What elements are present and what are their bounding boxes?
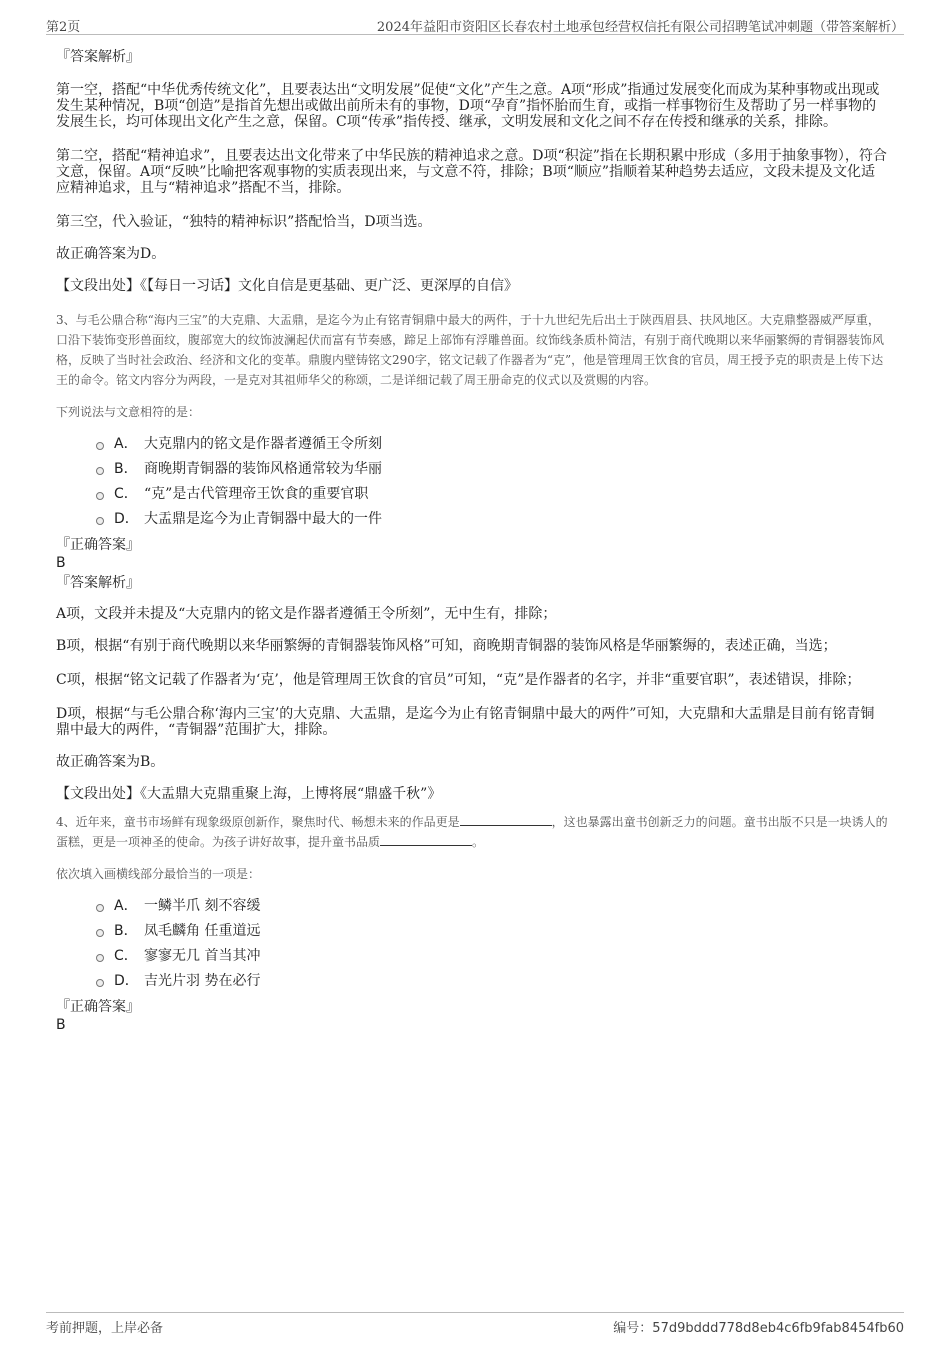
radio-icon[interactable]	[96, 979, 104, 987]
passage-part: 。	[472, 835, 485, 849]
options-list	[56, 432, 888, 532]
radio-icon[interactable]	[96, 467, 104, 475]
answer-value: B	[56, 1017, 66, 1033]
radio-icon[interactable]	[96, 904, 104, 912]
answer-value: B	[56, 555, 66, 571]
radio-icon[interactable]	[96, 517, 104, 525]
source-citation: 【文段出处】《【每日一习话】文化自信是更基础、更广泛、更深厚的自信》	[56, 278, 518, 294]
option-text: 大克鼎内的铭文是作器者遵循王令所刻	[144, 436, 382, 452]
option-b[interactable]	[96, 919, 888, 944]
answer-label: 『正确答案』	[56, 999, 140, 1015]
conclusion: 故正确答案为D。	[56, 246, 166, 262]
analysis-item: A项，文段并未提及“大克鼎内的铭文是作器者遵循王令所刻”，无中生有，排除；	[56, 606, 557, 622]
question-prompt: 下列说法与文意相符的是：	[56, 405, 201, 419]
passage-part: 4、近年来，童书市场鲜有现象级原创新作，聚焦时代、畅想未来的作品更是	[56, 815, 460, 829]
option-a[interactable]	[96, 432, 888, 457]
passage-part: ，这也暴露出童书创新乏力的问题。童书出版不只是一块诱人的蛋糕，更是一项神圣的使命。为孩子讲好故事，提升童书品质	[56, 815, 888, 849]
option-text: “克”是古代管理帝王饮食的重要官职	[144, 486, 369, 502]
code-label: 编号：	[613, 1321, 653, 1336]
option-letter: A．	[114, 436, 138, 452]
options-list	[56, 894, 888, 994]
document-code	[613, 1317, 904, 1336]
source-citation: 【文段出处】《大盂鼎大克鼎重聚上海，上博将展“鼎盛千秋”》	[56, 786, 442, 802]
option-text: 一鳞半爪 刻不容缓	[144, 898, 261, 914]
option-text: 寥寥无几 首当其冲	[144, 948, 261, 964]
option-letter: D．	[114, 511, 139, 527]
answer-label: 『正确答案』	[56, 537, 140, 553]
analysis-paragraph: 第三空，代入验证，“独特的精神标识”搭配恰当，D项当选。	[56, 214, 432, 230]
page-header	[46, 14, 904, 35]
analysis-label: 『答案解析』	[56, 49, 140, 65]
code-value: 57d9bddd778d8eb4c6fb9fab8454fb60	[652, 1321, 904, 1336]
analysis-paragraph: 第一空，搭配“中华优秀传统文化”，且要表达出“文明发展”促使“文化”产生之意。A项“形成”指通过发展变化而成为某种事物或出现或发生某种情况，B项“创造”是指首先想出或做出前所未有的事物，D项“孕育”指怀胎而生育，或指一样事物衍生及帮助了另一样事物的发展生长，均可体现出文化产生之意，保留。C项“传承”指传授、继承，文明发展和文化之间不存在传授和继承的关系，排除。	[56, 82, 880, 130]
question-passage	[56, 812, 888, 852]
option-c[interactable]	[96, 482, 888, 507]
radio-icon[interactable]	[96, 929, 104, 937]
option-text: 大盂鼎是迄今为止青铜器中最大的一件	[144, 511, 382, 527]
option-letter: D．	[114, 973, 139, 989]
option-letter: B．	[114, 461, 138, 477]
option-letter: C．	[114, 948, 138, 964]
option-a[interactable]	[96, 894, 888, 919]
fill-blank	[380, 833, 472, 846]
option-d[interactable]	[96, 969, 888, 994]
option-d[interactable]	[96, 507, 888, 532]
analysis-item: D项，根据“与毛公鼎合称‘海内三宝’的大克鼎、大盂鼎，是迄今为止有铭青铜鼎中最大的两件”可知，大克鼎和大盂鼎是目前有铭青铜鼎中最大的两件，“青铜器”范围扩大，排除。	[56, 706, 875, 738]
option-letter: A．	[114, 898, 138, 914]
option-c[interactable]	[96, 944, 888, 969]
document-title: 2024年益阳市资阳区长春农村土地承包经营权信托有限公司招聘笔试冲刺题（带答案解析）	[376, 20, 904, 35]
conclusion: 故正确答案为B。	[56, 754, 165, 770]
radio-icon[interactable]	[96, 954, 104, 962]
footer-slogan: 考前押题，上岸必备	[46, 1321, 164, 1336]
page-content	[56, 46, 888, 1034]
question-passage: 3、与毛公鼎合称“海内三宝”的大克鼎、大盂鼎，是迄今为止有铭青铜鼎中最大的两件，于十九世纪先后出土于陕西眉县、扶风地区。大克鼎整器威严厚重，口沿下装饰变形兽面纹，腹部宽大的纹饰波澜起伏而富有节奏感，蹄足上部饰有浮雕兽面。纹饰线条质朴简洁，有别于商代晚期以来华丽繁缛的青铜器装饰风格，反映了当时社会政治、经济和文化的变革。鼎腹内壁铸铭文290字，铭文记载了作器者为“克”，他是管理周王饮食的官员，周王授予克的职责是上传下达王的命令。铭文内容分为两段，一是克对其祖师华父的称颂，二是详细记载了周王册命克的仪式以及赏赐的内容。	[56, 313, 885, 387]
option-text: 吉光片羽 势在必行	[144, 973, 261, 989]
option-text: 商晚期青铜器的装饰风格通常较为华丽	[144, 461, 382, 477]
question-prompt: 依次填入画横线部分最恰当的一项是：	[56, 867, 261, 881]
page-footer	[46, 1312, 904, 1336]
option-letter: B．	[114, 923, 138, 939]
analysis-label: 『答案解析』	[56, 575, 140, 591]
option-text: 凤毛麟角 任重道远	[144, 923, 261, 939]
radio-icon[interactable]	[96, 492, 104, 500]
analysis-paragraph: 第二空，搭配“精神追求”，且要表达出文化带来了中华民族的精神追求之意。D项“积淀”指在长期积累中形成（多用于抽象事物），符合文意，保留。A项“反映”比喻把客观事物的实质表现出来，与文意不符，排除；B项“顺应”指顺着某种趋势去适应，文段未提及文化适应精神追求，且与“精神追求”搭配不当，排除。	[56, 148, 887, 196]
option-letter: C．	[114, 486, 138, 502]
option-b[interactable]	[96, 457, 888, 482]
analysis-item: B项，根据“有别于商代晚期以来华丽繁缛的青铜器装饰风格”可知，商晚期青铜器的装饰风格是华丽繁缛的，表述正确，当选；	[56, 638, 837, 654]
analysis-item: C项，根据“铭文记载了作器者为‘克’，他是管理周王饮食的官员”可知，“克”是作器者的名字，并非“重要官职”，表述错误，排除；	[56, 672, 861, 688]
fill-blank	[460, 813, 552, 826]
page-number: 第2页	[46, 20, 81, 35]
radio-icon[interactable]	[96, 442, 104, 450]
